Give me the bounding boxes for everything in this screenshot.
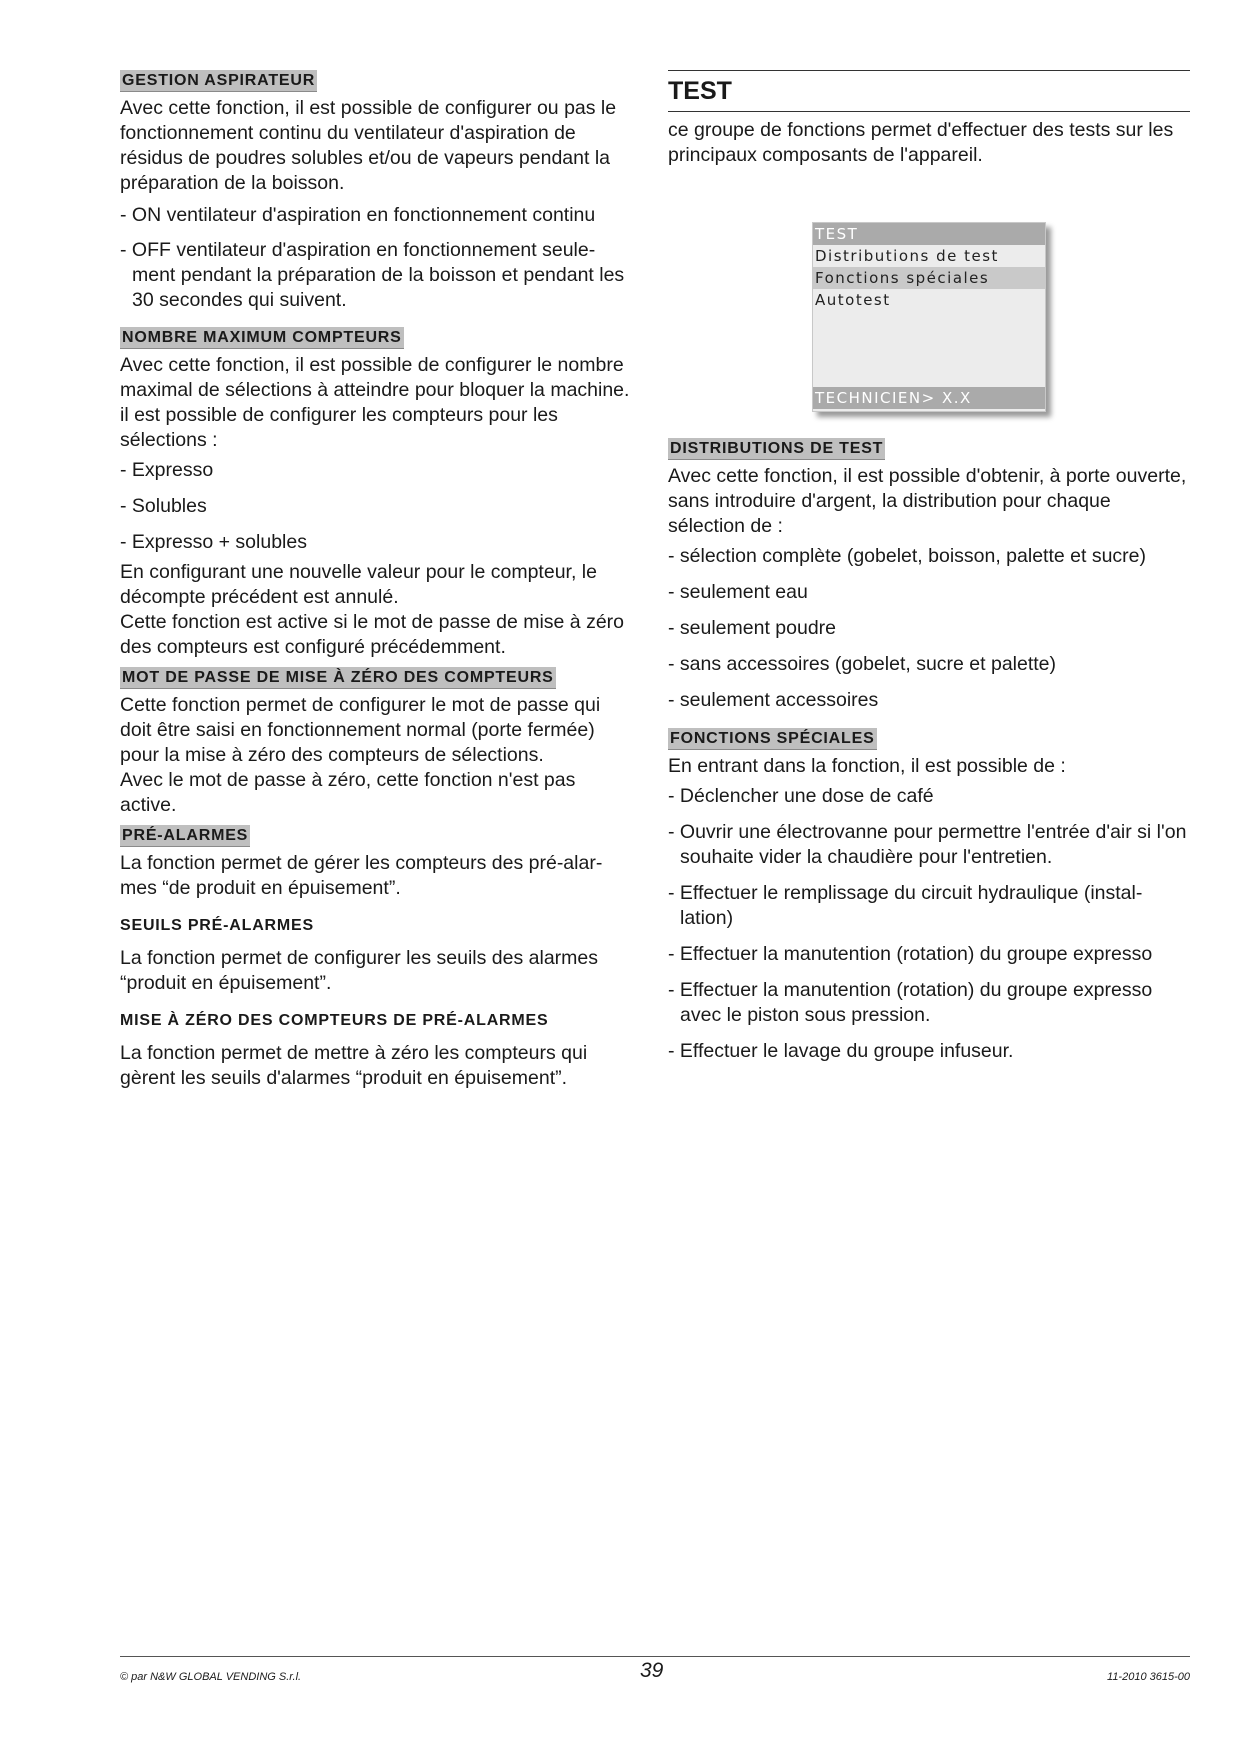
paragraph: il est possible de configurer les compteurs pour les sélections :: [120, 404, 558, 451]
paragraph: La fonction permet de mettre à zéro les compteurs qui gèrent les seuils d'alarmes “produit en épuisement”.: [120, 1042, 588, 1089]
list-item: - Expresso: [120, 459, 214, 481]
section-title-mise-a-zero-pre-alarmes: MISE À ZÉRO DES COMPTEURS DE PRÉ-ALARMES: [120, 1012, 549, 1029]
block-title-test: TEST: [668, 70, 1190, 112]
paragraph: Avec cette fonction, il est possible d'obtenir, à porte ouverte, sans introduire d'argent, la distribution pour chaque sélection de :: [668, 465, 1187, 537]
list-item: - Effectuer la manutention (rotation) du groupe expresso avec le piston sous pression.: [668, 979, 1153, 1026]
section-title-gestion-aspirateur: GESTION ASPIRATEUR: [120, 70, 317, 92]
section-title-seuils-pre-alarmes: SEUILS PRÉ-ALARMES: [120, 917, 314, 934]
footer-copyright: © par N&W GLOBAL VENDING S.r.l.: [120, 1671, 302, 1683]
lcd-footer: TECHNICIEN> X.X: [813, 387, 1045, 409]
section-title-fonctions-speciales: FONCTIONS SPÉCIALES: [668, 728, 877, 750]
paragraph: Cette fonction permet de configurer le mot de passe qui doit être saisi en fonctionnement normal (porte fermée) pour la mise à zéro des compteurs de sélections.: [120, 694, 601, 766]
list-item: - Effectuer le lavage du groupe infuseur.: [668, 1040, 1014, 1062]
lcd-header: TEST: [813, 223, 1045, 245]
lcd-menu-item: Distributions de test: [815, 247, 999, 265]
paragraph: Avec cette fonction, il est possible de configurer le nombre maximal de sélections à atteindre pour bloquer la machine.: [120, 354, 630, 401]
section-title-nombre-maximum-compteurs: NOMBRE MAXIMUM COMPTEURS: [120, 327, 404, 349]
list-item: - sélection complète (gobelet, boisson, palette et sucre): [668, 545, 1147, 567]
section-title-mot-de-passe: MOT DE PASSE DE MISE À ZÉRO DES COMPTEURS: [120, 667, 556, 689]
paragraph: La fonction permet de configurer les seuils des alarmes “produit en épuisement”.: [120, 947, 598, 994]
section-title-pre-alarmes: PRÉ-ALARMES: [120, 825, 250, 847]
paragraph: La fonction permet de gérer les compteurs des pré-alar-mes “de produit en épuisement”.: [120, 852, 603, 899]
list-item: - OFF ventilateur d'aspiration en fonctionnement seule-ment pendant la préparation de la boisson et pendant les 30 secondes qui suivent.: [120, 239, 625, 311]
paragraph: Cette fonction est active si le mot de passe de mise à zéro des compteurs est configuré précédemment.: [120, 611, 625, 658]
paragraph: En configurant une nouvelle valeur pour le compteur, le décompte précédent est annulé.: [120, 561, 597, 608]
list-item: - sans accessoires (gobelet, sucre et palette): [668, 653, 1057, 675]
paragraph: Avec le mot de passe à zéro, cette fonction n'est pas active.: [120, 769, 576, 816]
left-column: [120, 70, 630, 1091]
page-number: 39: [640, 1659, 664, 1682]
list-item: - Expresso + solubles: [120, 531, 307, 553]
list-item: - seulement accessoires: [668, 689, 879, 711]
list-item: - seulement eau: [668, 581, 808, 603]
list-item: - Solubles: [120, 495, 207, 517]
lcd-display: [812, 222, 1046, 412]
section-title-distributions-de-test: DISTRIBUTIONS DE TEST: [668, 438, 885, 460]
lcd-menu-item: Autotest: [815, 291, 891, 309]
page-footer: [120, 1656, 1190, 1683]
list-item: - Déclencher une dose de café: [668, 785, 934, 807]
list-item: - Ouvrir une électrovanne pour permettre l'entrée d'air si l'on souhaite vider la chaudière pour l'entretien.: [668, 821, 1187, 868]
paragraph: Avec cette fonction, il est possible de configurer ou pas le fonctionnement continu du ventilateur d'aspiration de résidus de poudres solubles et/ou de vapeurs pendant la préparation de la boisson.: [120, 97, 617, 194]
paragraph: ce groupe de fonctions permet d'effectuer des tests sur les principaux composants de l'appareil.: [668, 119, 1174, 166]
right-column: [668, 70, 1190, 1064]
list-item: - Effectuer la manutention (rotation) du groupe expresso: [668, 943, 1153, 965]
list-item: - seulement poudre: [668, 617, 837, 639]
list-item: - Effectuer le remplissage du circuit hydraulique (instal-lation): [668, 882, 1143, 929]
footer-doc-ref: 11-2010 3615-00: [1107, 1671, 1190, 1683]
lcd-menu-item-selected: Fonctions spéciales: [813, 267, 1045, 289]
list-item: - ON ventilateur d'aspiration en fonctionnement continu: [120, 204, 596, 226]
paragraph: En entrant dans la fonction, il est possible de :: [668, 755, 1066, 777]
